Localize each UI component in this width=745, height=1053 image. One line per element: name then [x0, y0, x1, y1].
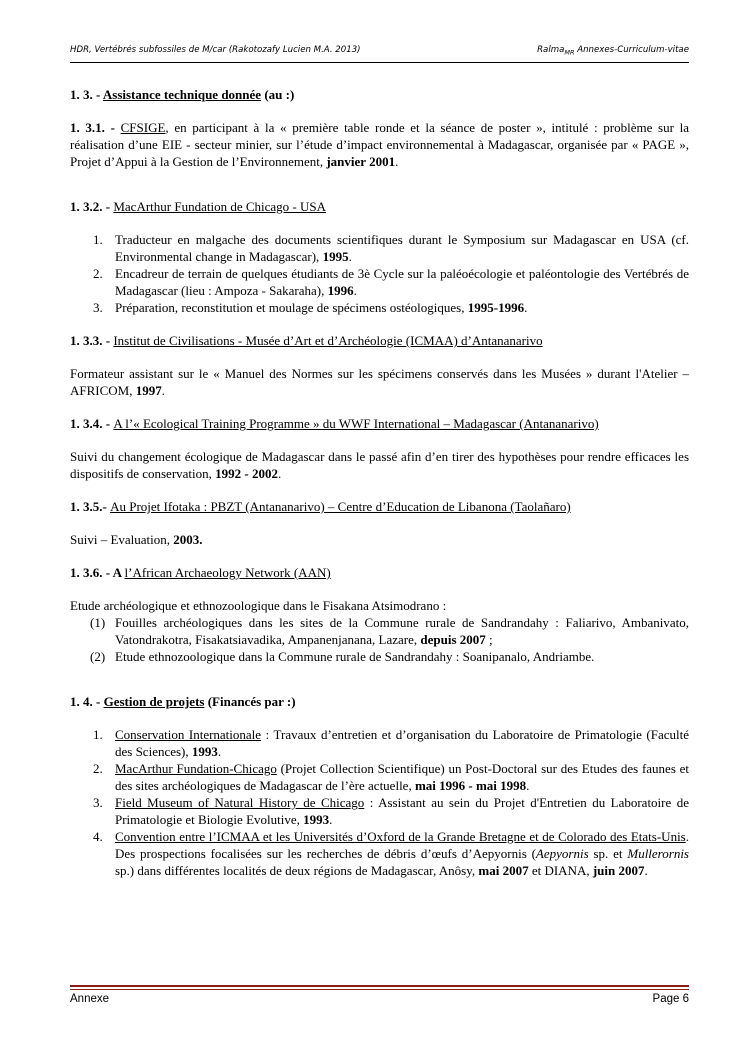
list-item: 3. Préparation, reconstitution et moulage de spécimens ostéologiques, 1995-1996. — [93, 300, 528, 315]
section-heading-1-3: 1. 3. - Assistance technique donnée (au :) — [70, 87, 295, 102]
list-item: 4. Convention entre l’ICMAA et les Universités d’Oxford de la Grande Bretagne et de Colorado des Etats-Unis. Des prospections focalisées sur les recherches de débris d’œufs d’Aepyornis (Aepyornis sp. et Mullerornis sp.) dans différentes localités de deux régions de Madagascar, Anôsy, mai 2007 et DIANA, juin 2007. — [93, 829, 689, 878]
paragraph-1-3-6: Etude archéologique et ethnozoologique dans le Fisakana Atsimodrano : — [70, 598, 447, 613]
list-item: 2. Encadreur de terrain de quelques étudiants de 3è Cycle sur la paléoécologie et paléontologie des Vertébrés de Madagascar (lieu : Ampoza - Sakaraha), 1996. — [93, 266, 689, 298]
footer-rule-thick — [70, 985, 689, 987]
list-item: 2. MacArthur Fundation-Chicago (Projet Collection Scientifique) un Post-Doctoral sur des Etudes des faunes et des sites archéologiques de Madagascar de l’ère actuelle, mai 1996 - mai 1998. — [93, 761, 689, 793]
footer-rule — [70, 985, 689, 990]
list-item: 1. Conservation Internationale : Travaux d’entretien et d’organisation du Laboratoire de Primatologie (Faculté des Sciences), 1993. — [93, 727, 689, 759]
section-heading-1-3-5: 1. 3.5.- Au Projet Ifotaka : PBZT (Antananarivo) – Centre d’Education de Libanona (Taolañaro) — [70, 499, 571, 514]
list-1-3-6 — [70, 614, 689, 665]
header-title: HDR, Vertébrés subfossiles de M/car (Rakotozafy Lucien M.A. 2013) — [70, 45, 361, 55]
section-heading-1-3-3: 1. 3.3. - Institut de Civilisations - Musée d’Art et d’Archéologie (ICMAA) d’Antananarivo — [70, 333, 543, 348]
paragraph-1-3-4: Suivi du changement écologique de Madagascar dans le passé afin d’en tirer des hypothèses pour rendre efficaces les dispositifs de conservation, 1992 - 2002. — [70, 449, 689, 481]
page-header — [70, 40, 689, 63]
list-item: (1) Fouilles archéologiques dans les sites de la Commune rurale de Sandrandahy : Faliarivo, Ambanivato, Vatondrakotra, Fisakatsiavadika, Ampanenjanana, Lazare, depuis 2007 ; — [90, 615, 689, 647]
footer-label: Annexe — [70, 993, 110, 1005]
paragraph-1-3-3: Formateur assistant sur le « Manuel des Normes sur les spécimens conservés dans les Musées » durant l'Atelier – AFRICOM, 1997. — [70, 366, 689, 398]
section-heading-1-3-4: 1. 3.4. - A l’« Ecological Training Programme » du WWF International – Madagascar (Antananarivo) — [70, 416, 599, 431]
list-1-4 — [70, 726, 689, 879]
document-body — [70, 86, 689, 879]
list-item: 3. Field Museum of Natural History de Chicago : Assistant au sein du Projet d'Entretien du Laboratoire de Primatologie et Biologie Evolutive, 1993. — [93, 795, 689, 827]
footer-rule-thin — [70, 989, 689, 990]
paragraph-1-3-1: 1. 3.1. - CFSIGE, en participant à la « première table ronde et la séance de poster », intitulé : problème sur la réalisation d’une EIE - secteur minier, sur l’étude d’impact environnemental à Madagascar, organisée par « PAGE », Projet d’Appui à la Gestion de l’Environnement, janvier 2001. — [70, 120, 689, 169]
list-item: 1. Traducteur en malgache des documents scientifiques durant le Symposium sur Madagascar en USA (cf. Environmental change in Madagascar), 1995. — [93, 232, 689, 264]
section-heading-1-4: 1. 4. - Gestion de projets (Financés par :) — [70, 694, 296, 709]
header-right: Ralma$_{MR}$ Annexes-Curriculum-vitae — [537, 45, 689, 57]
section-heading-1-3-2: 1. 3.2. - MacArthur Fundation de Chicago - USA — [70, 199, 327, 214]
section-heading-1-3-6: 1. 3.6. - A l’African Archaeology Network (AAN) — [70, 565, 331, 580]
list-item: (2) Etude ethnozoologique dans la Commune rurale de Sandrandahy : Soanipanalo, Andriambe. — [90, 649, 595, 664]
list-1-3-2 — [70, 231, 689, 316]
page-number: Page 6 — [652, 993, 689, 1005]
paragraph-1-3-5: Suivi – Evaluation, 2003. — [70, 532, 203, 547]
